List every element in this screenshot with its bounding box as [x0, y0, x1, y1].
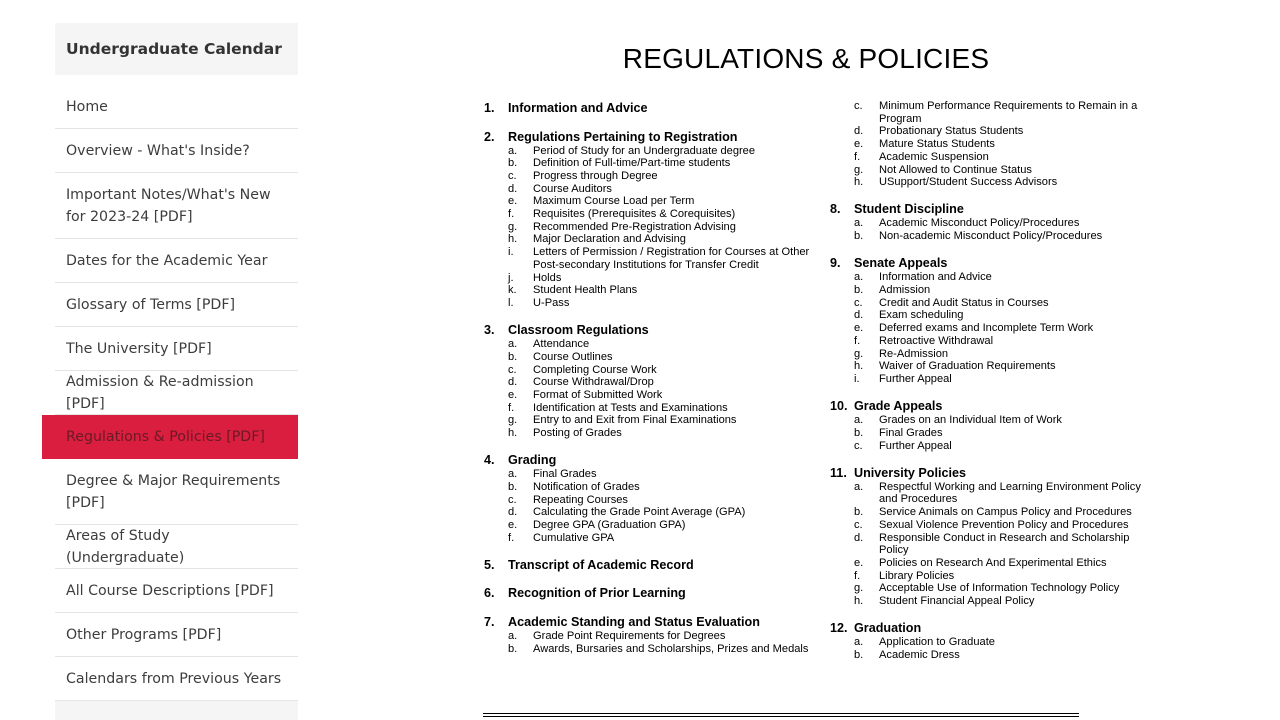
section-spacer: [484, 601, 814, 614]
subsection-item: [508, 170, 814, 183]
subsection-item: [854, 360, 1160, 373]
subsection-letter: l.: [508, 296, 514, 309]
subsection-letter: h.: [854, 176, 864, 189]
subsection-item: [854, 125, 1160, 138]
subsection-letter: d.: [854, 531, 864, 544]
subsection-item: [854, 348, 1160, 361]
subsection-item: [508, 284, 814, 297]
section-number: 2.: [484, 129, 495, 144]
document-right-column: [830, 100, 1160, 674]
subsection-item: [854, 335, 1160, 348]
subsection-item: [508, 208, 814, 221]
subsection-letter: k.: [508, 284, 517, 297]
sidebar-item-label: Calendars from Previous Years: [66, 670, 282, 687]
sidebar-item-label: Dates for the Academic Year: [66, 252, 268, 269]
subsection-text: Course Outlines: [533, 350, 613, 363]
section-title: Information and Advice: [508, 101, 648, 115]
section-number: 12.: [830, 621, 848, 636]
subsection-item: [854, 427, 1160, 440]
subsection-letter: j.: [508, 271, 514, 284]
subsection-letter: g.: [854, 582, 864, 595]
document-section: [484, 557, 814, 573]
section-heading: [830, 398, 1160, 414]
section-number: 7.: [484, 614, 495, 629]
subsection-text: Academic Dress: [879, 649, 960, 661]
section-number: 11.: [830, 465, 847, 480]
section-title: Transcript of Academic Record: [508, 557, 694, 572]
subsection-text: Cumulative GPA: [533, 531, 615, 544]
section-spacer: [830, 608, 1160, 621]
document-section: [830, 465, 1160, 608]
document-section: [484, 129, 814, 310]
section-spacer: [830, 189, 1160, 202]
subsection-item: [508, 494, 814, 507]
subsection-item: [508, 338, 814, 351]
subsection-letter: d.: [854, 309, 864, 322]
sidebar-item[interactable]: [55, 129, 298, 173]
subsection-item: [854, 440, 1160, 453]
subsection-letter: b.: [508, 642, 518, 655]
subsection-text: Retroactive Withdrawal: [879, 334, 994, 347]
subsection-item: [854, 582, 1160, 595]
subsection-letter: c.: [854, 439, 863, 452]
section-number: 1.: [484, 101, 495, 115]
subsection-letter: a.: [854, 414, 864, 427]
section-heading: [484, 322, 814, 338]
subsection-item: [508, 630, 814, 643]
subsection-text: Period of Study for an Undergraduate degree: [533, 144, 756, 157]
subsection-text: Re-Admission: [879, 347, 949, 360]
section-heading: [484, 100, 814, 116]
subsection-item: [508, 272, 814, 285]
subsection-item: [854, 373, 1160, 386]
subsection-letter: a.: [854, 480, 864, 493]
subsection-item: [508, 297, 814, 310]
subsection-text: Entry to and Exit from Final Examinations: [533, 414, 737, 427]
subsection-item: [854, 570, 1160, 583]
sidebar-item-label: Degree & Major Requirements [PDF]: [66, 472, 281, 511]
subsection-text: Sexual Violence Prevention Policy and Procedures: [879, 518, 1129, 531]
subsection-text: Respectful Working and Learning Environment Policy and Procedures: [879, 480, 1141, 506]
subsection-text: USupport/Student Success Advisors: [879, 176, 1058, 189]
subsection-letter: a.: [508, 144, 518, 157]
document-section: [830, 620, 1160, 661]
subsection-text: Waiver of Graduation Requirements: [879, 360, 1056, 373]
subsection-letter: f.: [508, 401, 515, 414]
sidebar-item-label: The University [PDF]: [66, 340, 212, 357]
subsection-text: Final Grades: [879, 426, 943, 439]
section-title: Grade Appeals: [854, 399, 943, 414]
section-title: Senate Appeals: [854, 256, 948, 271]
subsection-letter: b.: [854, 284, 864, 297]
subsection-letter: c.: [854, 296, 863, 309]
subsection-text: Major Declaration and Advising: [533, 233, 686, 246]
sidebar-item[interactable]: [55, 173, 298, 239]
subsection-text: Calculating the Grade Point Average (GPA): [533, 506, 746, 519]
subsection-item: [508, 481, 814, 494]
subsection-text: Policies on Research And Experimental Ethics: [879, 556, 1107, 569]
subsection-letter: g.: [508, 220, 518, 233]
sidebar-item[interactable]: [55, 283, 298, 327]
subsection-item: [508, 414, 814, 427]
subsection-text: Acceptable Use of Information Technology Policy: [879, 582, 1120, 595]
sidebar-item[interactable]: [55, 569, 298, 613]
subsection-item: [854, 164, 1160, 177]
document-section: [484, 452, 814, 544]
subsection-text: Responsible Conduct in Research and Scholarship Policy: [879, 531, 1130, 557]
section-heading: [484, 452, 814, 468]
subsection-item: [854, 297, 1160, 310]
section-spacer: [484, 573, 814, 586]
section-spacer: [484, 655, 814, 668]
sidebar-item-label: Other Programs [PDF]: [66, 626, 222, 643]
subsection-text: Holds: [533, 271, 562, 284]
section-title: University Policies: [854, 465, 966, 480]
subsection-letter: h.: [854, 595, 864, 608]
subsection-text: Probationary Status Students: [879, 125, 1024, 138]
subsection-text: Non-academic Misconduct Policy/Procedures: [879, 230, 1103, 243]
section-title: Student Discipline: [854, 202, 964, 217]
subsection-item: [508, 376, 814, 389]
section-spacer: [830, 386, 1160, 399]
subsection-text: Definition of Full-time/Part-time students: [533, 157, 731, 170]
subsection-letter: h.: [854, 360, 864, 373]
subsection-item: [854, 414, 1160, 427]
subsection-text: Notification of Grades: [533, 480, 640, 493]
sidebar-item-label: Areas of Study (Undergraduate): [66, 527, 185, 566]
section-heading: [484, 129, 814, 145]
section-number: 5.: [484, 557, 495, 572]
subsection-text: Maximum Course Load per Term: [533, 195, 695, 208]
document-title: REGULATIONS & POLICIES: [622, 43, 990, 74]
sidebar-item-label: Admission & Re-admission [PDF]: [66, 373, 254, 412]
section-spacer: [830, 243, 1160, 256]
subsection-text: Exam scheduling: [879, 309, 964, 322]
section-number: 8.: [830, 202, 841, 217]
subsection-letter: a.: [508, 468, 518, 481]
document-page: [470, 0, 1150, 720]
subsection-item: [854, 649, 1160, 662]
subsection-item: [854, 532, 1160, 557]
subsection-item: [508, 246, 814, 271]
subsection-item: [854, 557, 1160, 570]
sidebar-item[interactable]: [55, 85, 298, 129]
section-spacer: [830, 452, 1160, 465]
sidebar-item-label: All Course Descriptions [PDF]: [66, 582, 274, 599]
section-title: Graduation: [854, 621, 922, 636]
subsection-item: [854, 481, 1160, 506]
sidebar-header: Undergraduate Calendar: [55, 23, 298, 75]
subsection-letter: a.: [508, 629, 518, 642]
subsection-item: [854, 284, 1160, 297]
subsection-letter: d.: [508, 182, 518, 195]
subsection-text: Further Appeal: [879, 439, 952, 452]
section-heading: [830, 620, 1160, 636]
subsection-letter: e.: [508, 519, 518, 532]
subsection-letter: f.: [854, 334, 861, 347]
section-number: 6.: [484, 586, 495, 601]
subsection-item: [508, 351, 814, 364]
section-heading: [484, 614, 814, 630]
subsection-item: [854, 322, 1160, 335]
subsection-letter: b.: [508, 480, 518, 493]
subsection-text: Repeating Courses: [533, 493, 628, 506]
subsection-letter: g.: [854, 347, 864, 360]
subsection-text: Library Policies: [879, 569, 955, 582]
sidebar-item[interactable]: [55, 327, 298, 371]
subsection-letter: i.: [508, 246, 514, 259]
subsection-letter: d.: [508, 506, 518, 519]
sidebar-item[interactable]: [42, 415, 298, 459]
section-spacer: [484, 310, 814, 323]
section-title: Academic Standing and Status Evaluation: [508, 614, 760, 629]
subsection-letter: a.: [854, 636, 864, 649]
subsection-letter: c.: [854, 100, 863, 112]
subsection-letter: g.: [854, 163, 864, 176]
subsection-item: [508, 506, 814, 519]
subsection-letter: b.: [854, 506, 864, 519]
subsection-text: Degree GPA (Graduation GPA): [533, 519, 686, 532]
subsection-text: Application to Graduate: [879, 636, 995, 649]
subsection-item: [508, 532, 814, 545]
subsection-item: [508, 519, 814, 532]
subsection-text: Service Animals on Campus Policy and Procedures: [879, 506, 1132, 519]
subsection-text: Student Health Plans: [533, 284, 638, 297]
subsection-text: Minimum Performance Requirements to Remain in a Program: [879, 100, 1138, 125]
subsection-letter: c.: [508, 363, 517, 376]
sidebar-item[interactable]: [55, 657, 298, 701]
subsection-text: Deferred exams and Incomplete Term Work: [879, 322, 1094, 335]
subsection-text: Requisites (Prerequisites & Corequisites): [533, 208, 736, 221]
subsection-text: Grades on an Individual Item of Work: [879, 414, 1062, 427]
subsection-text: Credit and Audit Status in Courses: [879, 296, 1049, 309]
subsection-item: [854, 271, 1160, 284]
subsection-text: Format of Submitted Work: [533, 388, 663, 401]
subsection-letter: b.: [508, 350, 518, 363]
subsection-letter: c.: [508, 169, 517, 182]
subsection-item: [508, 402, 814, 415]
section-title: Regulations Pertaining to Registration: [508, 129, 738, 144]
document-section: [484, 322, 814, 440]
subsection-letter: f.: [854, 569, 861, 582]
document-section: [484, 585, 814, 601]
document-section: [830, 201, 1160, 242]
section-spacer: [484, 116, 814, 129]
subsection-item: [508, 145, 814, 158]
subsection-text: Progress through Degree: [533, 169, 658, 182]
section-heading: [484, 557, 814, 573]
subsection-letter: h.: [508, 427, 518, 440]
section-spacer: [484, 440, 814, 453]
subsection-text: Student Financial Appeal Policy: [879, 595, 1035, 608]
document-bottom-rule: [483, 713, 1079, 717]
sidebar-item[interactable]: [55, 525, 298, 569]
sidebar-item[interactable]: [55, 239, 298, 283]
subsection-letter: a.: [508, 338, 518, 351]
subsection-letter: a.: [854, 217, 864, 230]
subsection-item: [854, 519, 1160, 532]
section-title: Grading: [508, 453, 557, 468]
subsection-item: [854, 230, 1160, 243]
subsection-letter: e.: [854, 322, 864, 335]
document-section: [484, 614, 814, 655]
document-section: [830, 255, 1160, 385]
subsection-item: [508, 427, 814, 440]
section-number: 4.: [484, 453, 495, 468]
section-heading: [830, 201, 1160, 217]
section-spacer: [484, 544, 814, 557]
subsection-text: Letters of Permission / Registration for Courses at Other Post-secondary Institutions for Transfer Credit: [533, 246, 810, 271]
subsection-letter: f.: [508, 208, 515, 221]
subsection-letter: g.: [508, 414, 518, 427]
sidebar: [0, 0, 320, 720]
subsection-text: Attendance: [533, 338, 590, 351]
subsection-text: Grade Point Requirements for Degrees: [533, 629, 726, 642]
subsection-text: Final Grades: [533, 468, 597, 481]
subsection-letter: i.: [854, 372, 860, 385]
subsection-item: [854, 151, 1160, 164]
subsection-text: Further Appeal: [879, 372, 952, 385]
subsection-letter: f.: [854, 150, 861, 163]
subsection-text: Course Auditors: [533, 182, 612, 195]
subsection-text: Information and Advice: [879, 271, 992, 284]
subsection-text: Identification at Tests and Examinations: [533, 401, 728, 414]
subsection-letter: d.: [854, 125, 864, 138]
section-number: 10.: [830, 399, 848, 414]
subsection-item: [854, 100, 1160, 125]
section-heading: [484, 585, 814, 601]
sidebar-item-label: Regulations & Policies [PDF]: [66, 429, 265, 445]
subsection-item: [854, 595, 1160, 608]
section-title: Classroom Regulations: [508, 323, 649, 338]
subsection-item: [508, 643, 814, 656]
subsection-letter: c.: [854, 518, 863, 531]
subsection-item: [854, 138, 1160, 151]
subsection-letter: c.: [508, 493, 517, 506]
subsection-letter: e.: [854, 556, 864, 569]
sidebar-menu: [55, 85, 298, 701]
section-number: 3.: [484, 323, 495, 338]
subsection-text: Posting of Grades: [533, 427, 622, 440]
document-left-column: [484, 100, 814, 668]
subsection-item: [854, 506, 1160, 519]
subsection-text: Awards, Bursaries and Scholarships, Prizes and Medals: [533, 642, 809, 655]
document-section: [484, 100, 814, 116]
subsection-text: Completing Course Work: [533, 363, 657, 376]
subsection-item: [508, 221, 814, 234]
subsection-item: [854, 636, 1160, 649]
subsection-text: Recommended Pre-Registration Advising: [533, 220, 736, 233]
subsection-letter: e.: [508, 195, 518, 208]
sidebar-item[interactable]: [55, 371, 298, 415]
subsection-letter: e.: [508, 388, 518, 401]
sidebar-item-label: Important Notes/What's New for 2023-24 [PDF]: [66, 186, 271, 225]
subsection-letter: b.: [854, 230, 864, 243]
subsection-item: [508, 233, 814, 246]
subsection-item: [508, 183, 814, 196]
sidebar-item-label: Overview - What's Inside?: [66, 142, 250, 159]
subsection-letter: e.: [854, 138, 864, 151]
section-heading: [830, 255, 1160, 271]
sidebar-item[interactable]: [55, 459, 298, 525]
subsection-item: [508, 195, 814, 208]
subsection-text: U-Pass: [533, 296, 570, 309]
subsection-item: [508, 468, 814, 481]
subsection-letter: h.: [508, 233, 518, 246]
subsection-text: Academic Misconduct Policy/Procedures: [879, 217, 1080, 230]
sidebar-footer: [55, 701, 298, 720]
subsection-letter: a.: [854, 271, 864, 284]
subsection-letter: d.: [508, 376, 518, 389]
subsection-text: Course Withdrawal/Drop: [533, 376, 654, 389]
subsection-text: Academic Suspension: [879, 150, 989, 163]
document-section: [830, 398, 1160, 452]
subsection-letter: b.: [854, 426, 864, 439]
subsection-letter: b.: [854, 649, 864, 661]
subsection-text: Admission: [879, 284, 931, 297]
subsection-item: [854, 309, 1160, 322]
section-number: 9.: [830, 256, 841, 271]
subsection-item: [508, 157, 814, 170]
section-heading: [830, 465, 1160, 481]
subsection-item: [854, 176, 1160, 189]
section-spacer: [830, 662, 1160, 675]
subsection-item: [854, 217, 1160, 230]
subsection-item: [508, 364, 814, 377]
sidebar-item[interactable]: [55, 613, 298, 657]
section-title: Recognition of Prior Learning: [508, 586, 686, 601]
subsection-text: Mature Status Students: [879, 138, 995, 151]
subsection-item: [508, 389, 814, 402]
subsection-letter: b.: [508, 157, 518, 170]
subsection-letter: f.: [508, 531, 515, 544]
sidebar-item-label: Glossary of Terms [PDF]: [66, 296, 236, 313]
subsection-text: Not Allowed to Continue Status: [879, 163, 1032, 176]
sidebar-item-label: Home: [66, 98, 108, 115]
